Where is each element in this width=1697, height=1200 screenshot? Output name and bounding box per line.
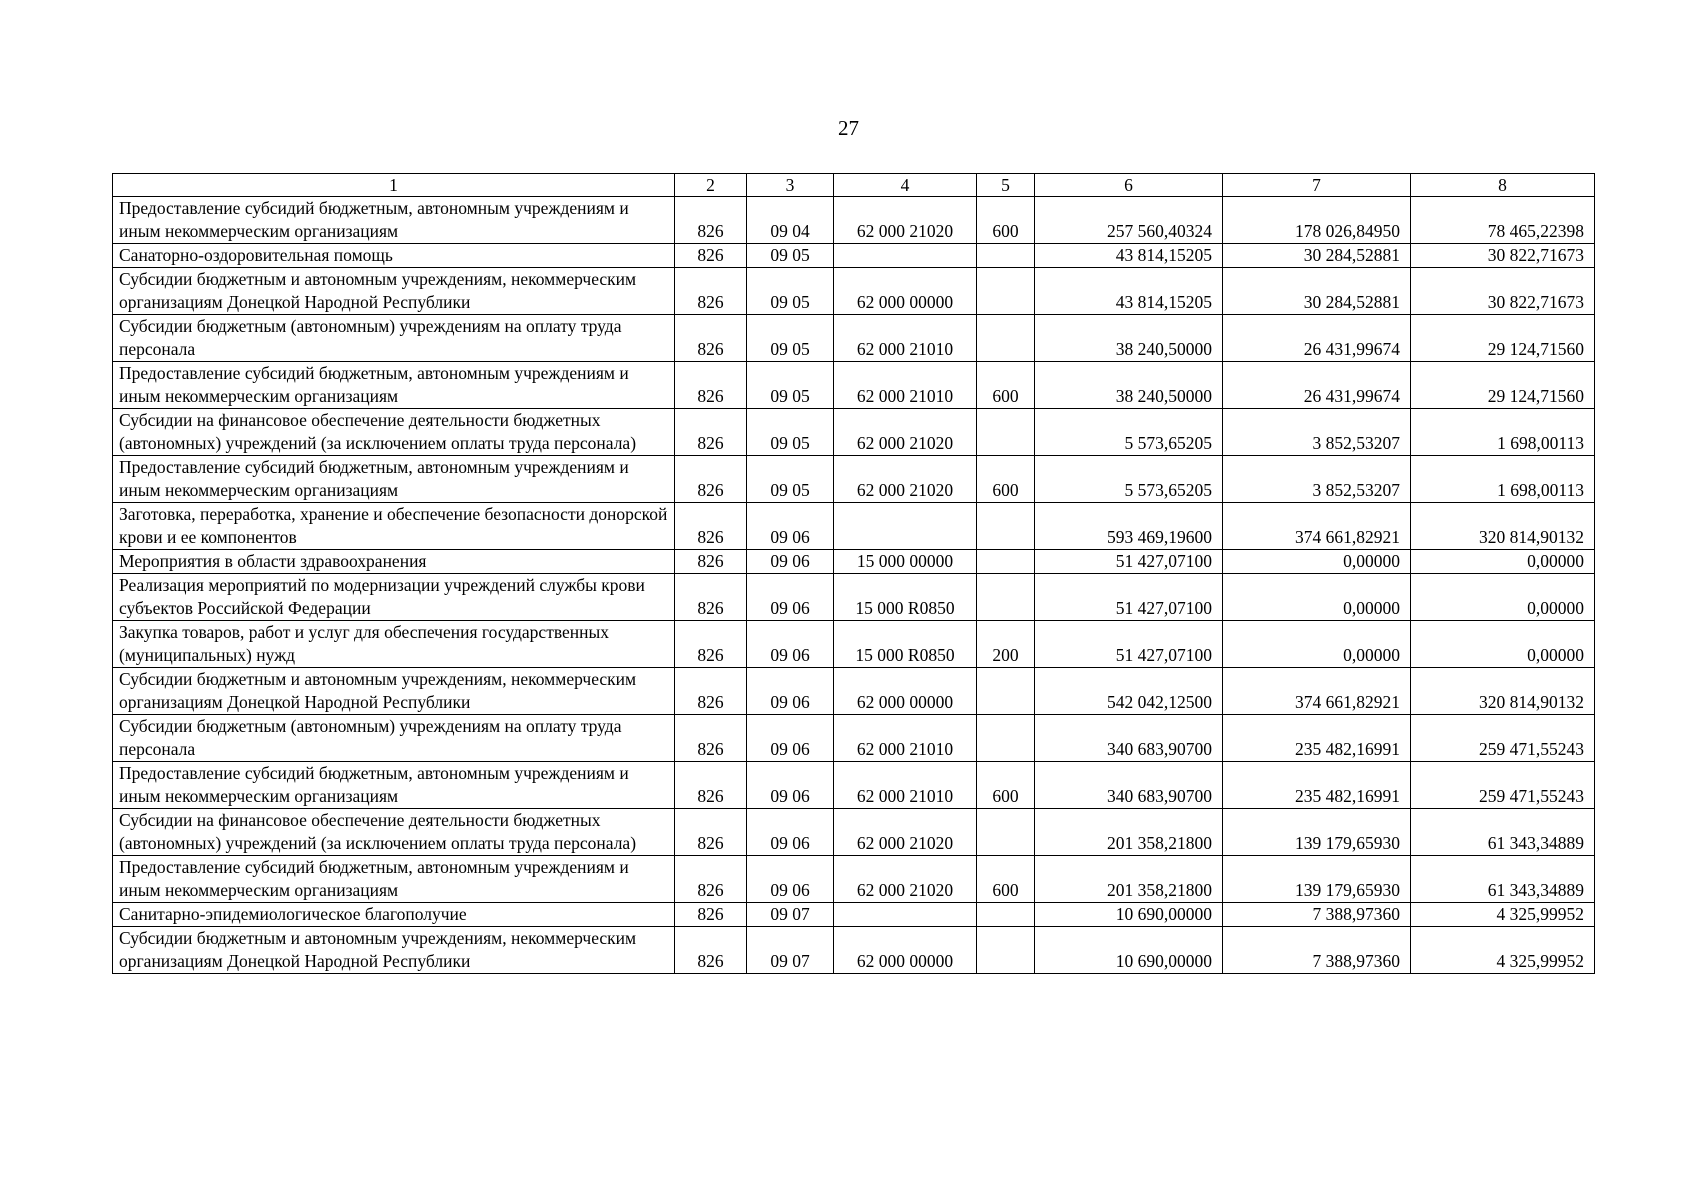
row-name-cell: Субсидии бюджетным (автономным) учреждениям на оплату труда персонала: [113, 315, 675, 362]
header-cell-3: 3: [747, 174, 834, 197]
row-name-cell: Субсидии на финансовое обеспечение деятельности бюджетных (автономных) учреждений (за исключением оплаты труда персонала): [113, 809, 675, 856]
row-amount-6-cell: 10 690,00000: [1035, 903, 1223, 927]
table-row: [113, 668, 1595, 715]
row-name-cell: Предоставление субсидий бюджетным, автономным учреждениям и иным некоммерческим организациям: [113, 856, 675, 903]
row-amount-8-cell: 320 814,90132: [1411, 503, 1595, 550]
row-section-cell: 09 07: [747, 903, 834, 927]
row-section-cell: 09 05: [747, 268, 834, 315]
row-name-cell: Заготовка, переработка, хранение и обеспечение безопасности донорской крови и ее компонентов: [113, 503, 675, 550]
row-section-cell: 09 04: [747, 197, 834, 244]
row-amount-6-cell: 51 427,07100: [1035, 550, 1223, 574]
row-code-cell: 826: [675, 621, 747, 668]
row-amount-7-cell: 26 431,99674: [1223, 362, 1411, 409]
row-target-article-cell: 62 000 21020: [834, 197, 977, 244]
row-name-cell: Субсидии бюджетным (автономным) учреждениям на оплату труда персонала: [113, 715, 675, 762]
row-amount-7-cell: 7 388,97360: [1223, 927, 1411, 974]
row-code-cell: 826: [675, 456, 747, 503]
row-amount-8-cell: 30 822,71673: [1411, 244, 1595, 268]
row-code-cell: 826: [675, 856, 747, 903]
row-amount-6-cell: 257 560,40324: [1035, 197, 1223, 244]
row-expense-type-cell: [977, 550, 1035, 574]
row-amount-6-cell: 5 573,65205: [1035, 456, 1223, 503]
row-target-article-cell: 62 000 00000: [834, 268, 977, 315]
table-row: [113, 503, 1595, 550]
row-expense-type-cell: [977, 268, 1035, 315]
header-cell-7: 7: [1223, 174, 1411, 197]
row-amount-7-cell: 30 284,52881: [1223, 268, 1411, 315]
row-section-cell: 09 06: [747, 621, 834, 668]
table-header-row: [113, 174, 1595, 197]
row-amount-8-cell: 0,00000: [1411, 621, 1595, 668]
row-amount-8-cell: 0,00000: [1411, 550, 1595, 574]
header-cell-6: 6: [1035, 174, 1223, 197]
table-row: [113, 927, 1595, 974]
row-name-cell: Субсидии на финансовое обеспечение деятельности бюджетных (автономных) учреждений (за исключением оплаты труда персонала): [113, 409, 675, 456]
table-row: [113, 315, 1595, 362]
row-amount-7-cell: 3 852,53207: [1223, 409, 1411, 456]
row-code-cell: 826: [675, 244, 747, 268]
row-amount-6-cell: 51 427,07100: [1035, 621, 1223, 668]
row-amount-7-cell: 3 852,53207: [1223, 456, 1411, 503]
row-name-cell: Субсидии бюджетным и автономным учреждениям, некоммерческим организациям Донецкой Народной Республики: [113, 668, 675, 715]
row-name-cell: Мероприятия в области здравоохранения: [113, 550, 675, 574]
row-amount-8-cell: 61 343,34889: [1411, 856, 1595, 903]
row-amount-7-cell: 374 661,82921: [1223, 503, 1411, 550]
row-expense-type-cell: 200: [977, 621, 1035, 668]
table-body: [113, 174, 1595, 974]
row-name-cell: Закупка товаров, работ и услуг для обеспечения государственных (муниципальных) нужд: [113, 621, 675, 668]
table-row: [113, 903, 1595, 927]
table-row: [113, 762, 1595, 809]
row-expense-type-cell: 600: [977, 197, 1035, 244]
row-expense-type-cell: [977, 715, 1035, 762]
row-section-cell: 09 07: [747, 927, 834, 974]
row-code-cell: 826: [675, 315, 747, 362]
table-row: [113, 456, 1595, 503]
row-target-article-cell: 15 000 R0850: [834, 621, 977, 668]
row-target-article-cell: 62 000 21010: [834, 315, 977, 362]
row-amount-7-cell: 235 482,16991: [1223, 715, 1411, 762]
row-amount-7-cell: 26 431,99674: [1223, 315, 1411, 362]
row-expense-type-cell: 600: [977, 362, 1035, 409]
row-expense-type-cell: [977, 503, 1035, 550]
header-cell-4: 4: [834, 174, 977, 197]
row-amount-6-cell: 593 469,19600: [1035, 503, 1223, 550]
row-expense-type-cell: [977, 668, 1035, 715]
row-amount-7-cell: 30 284,52881: [1223, 244, 1411, 268]
table-row: [113, 715, 1595, 762]
row-section-cell: 09 06: [747, 809, 834, 856]
row-amount-6-cell: 5 573,65205: [1035, 409, 1223, 456]
row-amount-8-cell: 4 325,99952: [1411, 927, 1595, 974]
row-amount-7-cell: 235 482,16991: [1223, 762, 1411, 809]
row-amount-7-cell: 0,00000: [1223, 621, 1411, 668]
row-amount-6-cell: 43 814,15205: [1035, 268, 1223, 315]
page-number: 27: [838, 116, 859, 140]
row-target-article-cell: 62 000 21010: [834, 362, 977, 409]
row-target-article-cell: 62 000 21020: [834, 809, 977, 856]
row-target-article-cell: 15 000 R0850: [834, 574, 977, 621]
row-code-cell: 826: [675, 927, 747, 974]
row-code-cell: 826: [675, 668, 747, 715]
row-section-cell: 09 06: [747, 762, 834, 809]
row-section-cell: 09 06: [747, 574, 834, 621]
row-amount-8-cell: 259 471,55243: [1411, 762, 1595, 809]
row-amount-8-cell: 259 471,55243: [1411, 715, 1595, 762]
row-target-article-cell: [834, 244, 977, 268]
row-code-cell: 826: [675, 550, 747, 574]
row-section-cell: 09 06: [747, 715, 834, 762]
row-amount-6-cell: 38 240,50000: [1035, 315, 1223, 362]
row-expense-type-cell: 600: [977, 856, 1035, 903]
row-amount-7-cell: 178 026,84950: [1223, 197, 1411, 244]
row-target-article-cell: [834, 503, 977, 550]
row-amount-8-cell: 61 343,34889: [1411, 809, 1595, 856]
row-amount-7-cell: 0,00000: [1223, 574, 1411, 621]
header-cell-8: 8: [1411, 174, 1595, 197]
row-amount-7-cell: 374 661,82921: [1223, 668, 1411, 715]
row-target-article-cell: 62 000 21010: [834, 762, 977, 809]
row-expense-type-cell: 600: [977, 762, 1035, 809]
header-cell-1: 1: [113, 174, 675, 197]
row-amount-7-cell: 139 179,65930: [1223, 809, 1411, 856]
row-section-cell: 09 05: [747, 409, 834, 456]
row-amount-6-cell: 51 427,07100: [1035, 574, 1223, 621]
row-section-cell: 09 05: [747, 456, 834, 503]
row-code-cell: 826: [675, 574, 747, 621]
row-amount-7-cell: 0,00000: [1223, 550, 1411, 574]
row-code-cell: 826: [675, 762, 747, 809]
row-name-cell: Предоставление субсидий бюджетным, автономным учреждениям и иным некоммерческим организациям: [113, 197, 675, 244]
row-name-cell: Субсидии бюджетным и автономным учреждениям, некоммерческим организациям Донецкой Народной Республики: [113, 927, 675, 974]
row-amount-8-cell: 1 698,00113: [1411, 456, 1595, 503]
row-section-cell: 09 05: [747, 315, 834, 362]
budget-table: [112, 173, 1595, 974]
row-target-article-cell: 62 000 00000: [834, 927, 977, 974]
row-amount-8-cell: 4 325,99952: [1411, 903, 1595, 927]
row-expense-type-cell: [977, 244, 1035, 268]
row-amount-8-cell: 29 124,71560: [1411, 362, 1595, 409]
row-section-cell: 09 05: [747, 244, 834, 268]
row-expense-type-cell: [977, 809, 1035, 856]
table-row: [113, 197, 1595, 244]
row-name-cell: Субсидии бюджетным и автономным учреждениям, некоммерческим организациям Донецкой Народной Республики: [113, 268, 675, 315]
row-code-cell: 826: [675, 268, 747, 315]
row-amount-6-cell: 38 240,50000: [1035, 362, 1223, 409]
row-section-cell: 09 06: [747, 503, 834, 550]
row-amount-8-cell: 1 698,00113: [1411, 409, 1595, 456]
row-amount-8-cell: 78 465,22398: [1411, 197, 1595, 244]
row-expense-type-cell: [977, 409, 1035, 456]
row-amount-8-cell: 320 814,90132: [1411, 668, 1595, 715]
row-expense-type-cell: 600: [977, 456, 1035, 503]
table-row: [113, 856, 1595, 903]
row-expense-type-cell: [977, 903, 1035, 927]
row-expense-type-cell: [977, 927, 1035, 974]
row-amount-7-cell: 7 388,97360: [1223, 903, 1411, 927]
row-name-cell: Санитарно-эпидемиологическое благополучие: [113, 903, 675, 927]
table-row: [113, 621, 1595, 668]
row-code-cell: 826: [675, 362, 747, 409]
row-amount-6-cell: 10 690,00000: [1035, 927, 1223, 974]
row-target-article-cell: 62 000 21020: [834, 409, 977, 456]
row-expense-type-cell: [977, 574, 1035, 621]
row-amount-8-cell: 30 822,71673: [1411, 268, 1595, 315]
row-amount-6-cell: 201 358,21800: [1035, 809, 1223, 856]
row-target-article-cell: 62 000 21020: [834, 856, 977, 903]
row-expense-type-cell: [977, 315, 1035, 362]
row-target-article-cell: 62 000 00000: [834, 668, 977, 715]
row-code-cell: 826: [675, 903, 747, 927]
table-row: [113, 409, 1595, 456]
row-section-cell: 09 05: [747, 362, 834, 409]
header-cell-2: 2: [675, 174, 747, 197]
row-name-cell: Предоставление субсидий бюджетным, автономным учреждениям и иным некоммерческим организациям: [113, 762, 675, 809]
row-section-cell: 09 06: [747, 856, 834, 903]
row-amount-6-cell: 201 358,21800: [1035, 856, 1223, 903]
row-name-cell: Санаторно-оздоровительная помощь: [113, 244, 675, 268]
table-row: [113, 809, 1595, 856]
row-target-article-cell: 62 000 21020: [834, 456, 977, 503]
row-amount-6-cell: 43 814,15205: [1035, 244, 1223, 268]
row-amount-8-cell: 0,00000: [1411, 574, 1595, 621]
row-target-article-cell: 62 000 21010: [834, 715, 977, 762]
row-amount-8-cell: 29 124,71560: [1411, 315, 1595, 362]
row-code-cell: 826: [675, 503, 747, 550]
row-name-cell: Предоставление субсидий бюджетным, автономным учреждениям и иным некоммерческим организациям: [113, 362, 675, 409]
row-amount-6-cell: 340 683,90700: [1035, 762, 1223, 809]
row-amount-6-cell: 340 683,90700: [1035, 715, 1223, 762]
table-row: [113, 550, 1595, 574]
row-name-cell: Предоставление субсидий бюджетным, автономным учреждениям и иным некоммерческим организациям: [113, 456, 675, 503]
table-row: [113, 244, 1595, 268]
row-code-cell: 826: [675, 409, 747, 456]
row-amount-6-cell: 542 042,12500: [1035, 668, 1223, 715]
header-cell-5: 5: [977, 174, 1035, 197]
table-row: [113, 268, 1595, 315]
table-row: [113, 574, 1595, 621]
row-section-cell: 09 06: [747, 668, 834, 715]
row-section-cell: 09 06: [747, 550, 834, 574]
row-amount-7-cell: 139 179,65930: [1223, 856, 1411, 903]
row-target-article-cell: 15 000 00000: [834, 550, 977, 574]
row-name-cell: Реализация мероприятий по модернизации учреждений службы крови субъектов Российской Федерации: [113, 574, 675, 621]
row-code-cell: 826: [675, 809, 747, 856]
table-row: [113, 362, 1595, 409]
row-target-article-cell: [834, 903, 977, 927]
row-code-cell: 826: [675, 715, 747, 762]
row-code-cell: 826: [675, 197, 747, 244]
